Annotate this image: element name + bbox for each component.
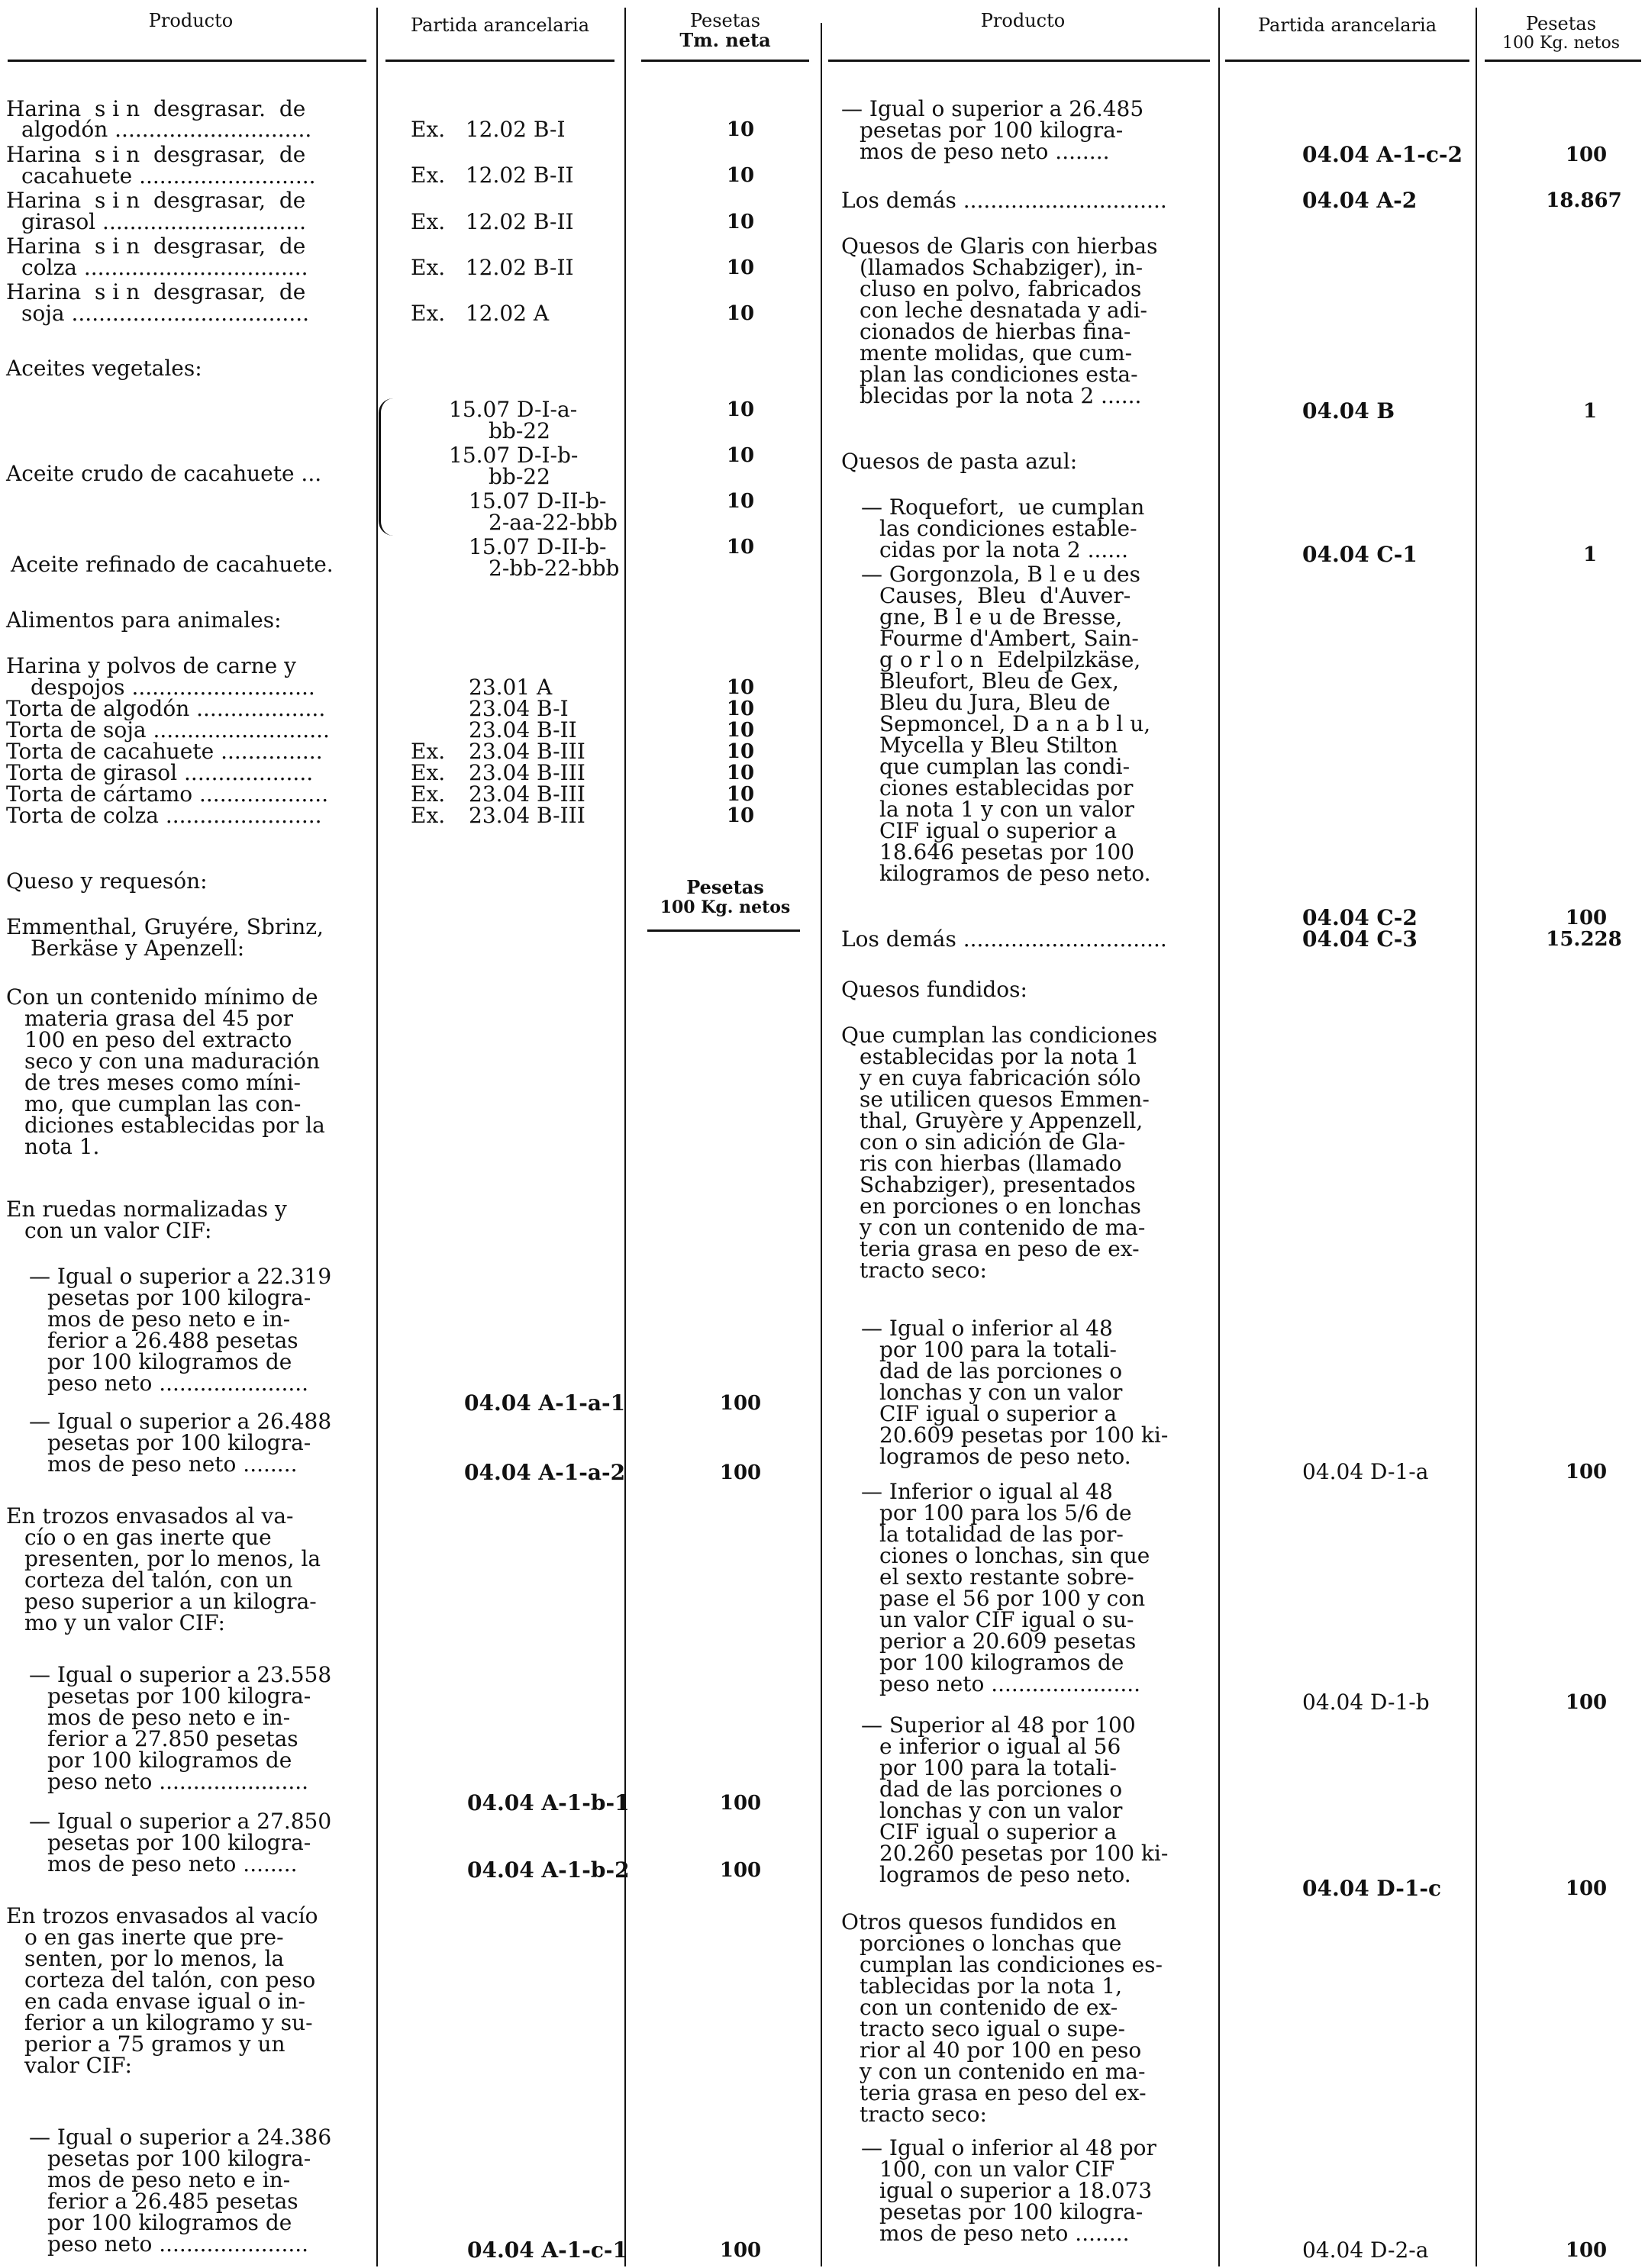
text-line: — Roquefort, ue cumplan (861, 495, 1145, 520)
product-line: Harina s i n desgrasar. de (6, 96, 306, 121)
text-line: ciones establecidas por (879, 775, 1134, 801)
product-line: Los demás .............................. (841, 926, 1167, 952)
text-line: tracto seco igual o supe- (860, 2016, 1125, 2041)
subheader-rule (647, 929, 800, 932)
text-line: rior al 40 por 100 en peso (860, 2038, 1142, 2063)
text-line: — Igual o superior a 27.850 (29, 1809, 332, 1834)
text-line: establecidas por la nota 1 (860, 1044, 1140, 1069)
tariff-code: bb-22 (489, 418, 550, 443)
text-line: — Igual o superior a 26.485 (841, 96, 1144, 121)
tariff-prefix: Ex. (411, 803, 446, 828)
product-line: despojos ........................... (31, 675, 315, 700)
text-line: la nota 1 y con un valor (879, 797, 1134, 822)
text-line: En ruedas normalizadas y (6, 1197, 287, 1222)
tariff-code: 04.04 A-1-a-1 (464, 1390, 626, 1416)
text-line: logramos de peso neto. (879, 1862, 1131, 1887)
text-line: mos de peso neto ........ (47, 1851, 298, 1877)
text-line: teria grasa en peso del ex- (860, 2080, 1147, 2105)
tariff-code: 2-bb-22-bbb (489, 556, 620, 581)
tariff-code: 04.04 A-1-c-1 (467, 2237, 628, 2263)
text-line: Con un contenido mínimo de (6, 984, 318, 1010)
text-line: e inferior o igual al 56 (879, 1734, 1121, 1759)
text-line: por 100 kilogramos de (879, 1650, 1124, 1675)
header-rule (1225, 60, 1469, 62)
text-line: ris con hierbas (llamado (860, 1151, 1122, 1176)
text-line: por 100 kilogramos de (47, 1748, 292, 1773)
text-line: mo, que cumplan las con- (24, 1091, 302, 1116)
tariff-code: 04.04 C-3 (1302, 926, 1418, 952)
value-cell: 10 (726, 444, 755, 467)
product-line: Torta de girasol ................... (6, 760, 314, 785)
text-line: cidas por la nota 2 ...... (879, 537, 1128, 562)
tariff-code: 15.07 D-II-b- (469, 534, 607, 559)
tariff-code: 04.04 D-1-b (1302, 1690, 1430, 1715)
product-line: Emmenthal, Gruyére, Sbrinz, (6, 914, 324, 939)
text-line: mos de peso neto ........ (879, 2221, 1130, 2246)
section-title: Alimentos para animales: (6, 607, 282, 633)
text-line: dad de las porciones o (879, 1777, 1123, 1802)
tariff-code: 04.04 A-2 (1302, 188, 1418, 213)
text-line: por 100 kilogramos de (47, 2210, 292, 2235)
header-100kg: 100 Kg. netos (1501, 34, 1621, 53)
text-line: peso neto ...................... (879, 1671, 1141, 1696)
tariff-code: 04.04 A-1-c-2 (1302, 142, 1463, 167)
value-cell: 10 (726, 256, 755, 279)
section-title: Aceites vegetales: (6, 356, 202, 381)
tariff-code: 04.04 C-1 (1302, 542, 1418, 567)
section-title: Quesos de pasta azul: (841, 449, 1078, 474)
text-line: igual o superior a 18.073 (879, 2178, 1153, 2203)
header-rule (1485, 60, 1641, 62)
header-pesetas-label: Pesetas (1525, 13, 1597, 34)
text-line: con un valor CIF: (24, 1218, 212, 1243)
tariff-code: 04.04 A-1-a-2 (464, 1460, 626, 1485)
value-cell: 100 (1565, 907, 1608, 929)
product-line: Harina y polvos de carne y (6, 653, 296, 678)
text-line: las condiciones estable- (879, 516, 1137, 541)
text-line: gne, B l e u de Bresse, (879, 604, 1123, 630)
text-line: pesetas por 100 kilogra- (879, 2199, 1143, 2225)
text-line: diciones establecidas por la (24, 1113, 325, 1138)
value-cell: 100 (1565, 1877, 1608, 1900)
text-line: cío o en gas inerte que (24, 1525, 272, 1550)
text-line: peso neto ...................... (47, 2231, 309, 2257)
product-line: colza ................................. (21, 255, 308, 280)
tariff-code: 04.04 A-1-b-1 (467, 1790, 630, 1815)
value-cell: 10 (726, 490, 755, 513)
tariff-code: 23.04 B-III (469, 760, 585, 785)
product-line: girasol .............................. (21, 209, 307, 234)
value-cell: 10 (726, 398, 755, 421)
value-cell: 100 (719, 1859, 762, 1882)
text-line: un valor CIF igual o su- (879, 1607, 1134, 1632)
text-line: Bleufort, Bleu de Gex, (879, 668, 1119, 694)
text-line: Mycella y Bleu Stilton (879, 733, 1118, 758)
value-cell: 10 (726, 740, 755, 763)
text-line: En trozos envasados al va- (6, 1503, 294, 1529)
tariff-code: 04.04 D-1-a (1302, 1459, 1429, 1484)
tariff-code: 15.07 D-II-b- (469, 488, 607, 514)
text-line: cumplan las condiciones es- (860, 1952, 1163, 1977)
text-line: ciones o lonchas, sin que (879, 1543, 1150, 1568)
product-line: Harina s i n desgrasar, de (6, 279, 306, 304)
tariff-code: Ex. 12.02 A (411, 301, 550, 326)
text-line: kilogramos de peso neto. (879, 861, 1151, 886)
section-title: Quesos fundidos: (841, 977, 1027, 1002)
subheader-100kg: 100 Kg. netos (660, 897, 791, 917)
product-line: Aceite refinado de cacahuete. (11, 552, 334, 577)
header-rule (8, 60, 366, 62)
text-line: Bleu du Jura, Bleu de (879, 690, 1111, 715)
text-line: logramos de peso neto. (879, 1444, 1131, 1469)
text-line: dad de las porciones o (879, 1358, 1123, 1384)
text-line: g o r l o n Edelpilzkäse, (879, 647, 1141, 672)
text-line: perior a 20.609 pesetas (879, 1629, 1137, 1654)
header-pesetas-label: Pesetas (689, 10, 761, 31)
text-line: lonchas y con un valor (879, 1380, 1123, 1405)
text-line: peso superior a un kilogra- (24, 1589, 317, 1614)
tariff-code: 04.04 D-2-a (1302, 2237, 1429, 2263)
text-line: ferior a 26.488 pesetas (47, 1328, 298, 1353)
text-line: valor CIF: (24, 2053, 132, 2078)
tariff-code: 04.04 C-2 (1302, 905, 1418, 930)
text-line: que cumplan las condi- (879, 754, 1131, 779)
text-line: pesetas por 100 kilogra- (47, 2146, 311, 2171)
text-line: Causes, Bleu d'Auver- (879, 583, 1131, 608)
product-line: algodón ............................. (21, 117, 312, 142)
value-cell: 10 (726, 719, 755, 742)
tariff-code: bb-22 (489, 464, 550, 489)
text-line: por 100 kilogramos de (47, 1349, 292, 1374)
text-line: — Igual o superior a 26.488 (29, 1409, 332, 1434)
value-cell: 100 (719, 1792, 762, 1815)
text-line: 20.609 pesetas por 100 ki- (879, 1422, 1169, 1448)
value-cell: 100 (719, 1392, 762, 1415)
text-line: y en cuya fabricación sólo (860, 1065, 1141, 1091)
text-line: por 100 para la totali- (879, 1337, 1117, 1362)
text-line: pesetas por 100 kilogra- (47, 1430, 311, 1455)
tariff-code: 04.04 A-1-b-2 (467, 1857, 630, 1883)
text-line: por 100 para la totali- (879, 1755, 1117, 1780)
header-partida-right: Partida arancelaria (1257, 14, 1437, 36)
text-line: lonchas y con un valor (879, 1798, 1123, 1823)
tariff-code: 23.04 B-III (469, 803, 585, 828)
value-cell: 10 (726, 783, 755, 806)
value-cell: 10 (726, 164, 755, 187)
text-line: plan las condiciones esta- (860, 362, 1138, 387)
value-cell: 100 (1565, 2239, 1608, 2262)
text-line: nota 1. (24, 1134, 100, 1159)
tariff-code: 23.04 B-III (469, 739, 585, 764)
text-line: — Inferior o igual al 48 (861, 1479, 1113, 1504)
product-line: Harina s i n desgrasar, de (6, 188, 306, 213)
value-cell: 10 (726, 697, 755, 720)
tariff-code: 04.04 B (1302, 398, 1395, 424)
value-cell: 100 (1565, 143, 1608, 166)
tariff-prefix: Ex. (411, 760, 446, 785)
value-cell: 1 (1582, 543, 1598, 566)
column-rule (1476, 8, 1477, 2266)
text-line: CIF igual o superior a (879, 1401, 1118, 1426)
text-line: se utilicen quesos Emmen- (860, 1087, 1150, 1112)
value-cell: 10 (726, 804, 755, 827)
text-line: Que cumplan las condiciones (841, 1023, 1158, 1048)
text-line: — Igual o inferior al 48 por (861, 2135, 1156, 2160)
text-line: — Igual o superior a 22.319 (29, 1264, 332, 1289)
tariff-code: 23.04 B-I (469, 696, 569, 721)
tariff-prefix: Ex. (411, 739, 446, 764)
header-tm-neta: Tm. neta (679, 29, 771, 51)
text-line: y con un contenido en ma- (860, 2059, 1146, 2084)
value-cell: 10 (726, 536, 755, 559)
product-line: Berkäse y Apenzell: (31, 936, 245, 961)
text-line: porciones o lonchas que (860, 1931, 1122, 1956)
text-line: seco y con una maduración (24, 1049, 321, 1074)
value-cell: 10 (726, 676, 755, 699)
text-line: pesetas por 100 kilogra- (860, 118, 1124, 143)
tariff-code: 23.04 B-III (469, 781, 585, 807)
text-line: tracto seco: (860, 2102, 987, 2127)
text-line: — Igual o superior a 23.558 (29, 1662, 332, 1687)
product-line: Harina s i n desgrasar, de (6, 142, 306, 167)
text-line: perior a 75 gramos y un (24, 2031, 285, 2057)
text-line: Sepmoncel, D a n a b l u, (879, 711, 1151, 736)
tariff-code: Ex. 12.02 B-I (411, 117, 566, 142)
value-cell: 10 (726, 118, 755, 141)
header-partida: Partida arancelaria (410, 14, 590, 36)
value-cell: 15.228 (1546, 928, 1622, 951)
tariff-prefix: Ex. (411, 781, 446, 807)
subheader-pesetas (634, 878, 817, 917)
text-line: mos de peso neto e in- (47, 1306, 291, 1332)
text-line: Fourme d'Ambert, Sain- (879, 626, 1139, 651)
header-rule (828, 60, 1210, 62)
value-cell: 100 (1565, 1691, 1608, 1714)
product-line: Torta de colza ....................... (6, 803, 322, 828)
text-line: blecidas por la nota 2 ...... (860, 383, 1142, 408)
text-line: ferior a 26.485 pesetas (47, 2189, 298, 2214)
text-line: mos de peso neto e in- (47, 2167, 291, 2192)
section-title: Queso y requesón: (6, 868, 208, 894)
product-line: cacahuete .......................... (21, 163, 316, 188)
text-line: con o sin adición de Gla- (860, 1129, 1126, 1155)
text-line: mos de peso neto e in- (47, 1705, 291, 1730)
header-producto-right: Producto (980, 10, 1066, 31)
tariff-code: Ex. 12.02 B-II (411, 163, 574, 188)
text-line: en cada envase igual o in- (24, 1989, 306, 2014)
text-line: con un contenido de ex- (860, 1995, 1118, 2020)
brace (379, 398, 393, 536)
text-line: por 100 para los 5/6 de (879, 1500, 1132, 1525)
value-cell: 10 (726, 211, 755, 234)
text-line: 18.646 pesetas por 100 (879, 839, 1135, 865)
text-line: Otros quesos fundidos en (841, 1909, 1117, 1935)
text-line: teria grasa en peso de ex- (860, 1236, 1140, 1261)
product-line: Torta de cacahuete ............... (6, 739, 323, 764)
text-line: CIF igual o superior a (879, 1819, 1118, 1844)
text-line: pesetas por 100 kilogra- (47, 1285, 311, 1310)
product-line: Torta de soja .......................... (6, 717, 330, 743)
header-pesetas-tm (634, 11, 817, 50)
product-line: Torta de algodón ................... (6, 696, 326, 721)
text-line: mente molidas, que cum- (860, 340, 1133, 366)
value-cell: 100 (719, 2239, 762, 2262)
text-line: ferior a un kilogramo y su- (24, 2010, 313, 2035)
header-producto: Producto (148, 10, 234, 31)
text-line: mos de peso neto ........ (860, 139, 1110, 164)
header-rule (385, 60, 614, 62)
text-line: tracto seco: (860, 1258, 987, 1283)
text-line: corteza del talón, con peso (24, 1967, 316, 1993)
text-line: mos de peso neto ........ (47, 1451, 298, 1477)
text-line: corteza del talón, con un (24, 1567, 293, 1593)
text-line: — Igual o inferior al 48 (861, 1316, 1113, 1341)
tariff-code: 04.04 D-1-c (1302, 1876, 1441, 1901)
text-line: Quesos de Glaris con hierbas (841, 234, 1158, 259)
product-line: Aceite crudo de cacahuete ... (6, 461, 322, 486)
header-pesetas-100 (1481, 14, 1641, 53)
text-line: y con un contenido de ma- (860, 1215, 1146, 1240)
tariff-code: 23.04 B-II (469, 717, 577, 743)
tariff-code: Ex. 12.02 B-II (411, 209, 574, 234)
value-cell: 10 (726, 302, 755, 325)
text-line: — Superior al 48 por 100 (861, 1712, 1136, 1738)
text-line: thal, Gruyère y Appenzell, (860, 1108, 1143, 1133)
text-line: 100, con un valor CIF (879, 2157, 1115, 2182)
text-line: senten, por lo menos, la (24, 1946, 285, 1971)
tariff-code: Ex. 12.02 B-II (411, 255, 574, 280)
tariff-code: 15.07 D-I-a- (449, 397, 578, 422)
text-line: En trozos envasados al vacío (6, 1903, 318, 1928)
text-line: materia grasa del 45 por (24, 1006, 294, 1031)
text-line: presenten, por lo menos, la (24, 1546, 321, 1571)
text-line: la totalidad de las por- (879, 1522, 1124, 1547)
text-line: peso neto ...................... (47, 1371, 309, 1396)
text-line: en porciones o en lonchas (860, 1194, 1141, 1219)
text-line: — Gorgonzola, B l e u des (861, 562, 1140, 587)
tariff-code: 2-aa-22-bbb (489, 510, 618, 535)
text-line: — Igual o superior a 24.386 (29, 2125, 332, 2150)
product-line: soja ................................... (21, 301, 310, 326)
product-line: Los demás .............................. (841, 188, 1167, 213)
text-line: con leche desnatada y adi- (860, 298, 1147, 323)
value-cell: 1 (1582, 400, 1598, 423)
tariff-code: 23.01 A (469, 675, 553, 700)
text-line: cionados de hierbas fina- (860, 319, 1131, 344)
text-line: ferior a 27.850 pesetas (47, 1726, 298, 1751)
subheader-pesetas-label: Pesetas (686, 876, 764, 898)
text-line: Schabziger), presentados (860, 1172, 1136, 1197)
product-line: Torta de cártamo ................... (6, 781, 329, 807)
column-rule (1218, 8, 1220, 2266)
value-cell: 18.867 (1546, 189, 1622, 212)
text-line: cluso en polvo, fabricados (860, 276, 1142, 301)
column-rule (821, 23, 822, 2266)
text-line: pase el 56 por 100 y con (879, 1586, 1146, 1611)
text-line: 100 en peso del extracto (24, 1027, 292, 1052)
text-line: pesetas por 100 kilogra- (47, 1830, 311, 1855)
text-line: (llamados Schabziger), in- (860, 255, 1143, 280)
text-line: el sexto restante sobre- (879, 1564, 1134, 1590)
text-line: pesetas por 100 kilogra- (47, 1683, 311, 1709)
text-line: tablecidas por la nota 1, (860, 1973, 1122, 1999)
value-cell: 100 (719, 1461, 762, 1484)
text-line: de tres meses como míni- (24, 1070, 302, 1095)
header-rule (641, 60, 809, 62)
text-line: 20.260 pesetas por 100 ki- (879, 1841, 1169, 1866)
text-line: mo y un valor CIF: (24, 1610, 225, 1635)
text-line: peso neto ...................... (47, 1769, 309, 1794)
text-line: o en gas inerte que pre- (24, 1925, 284, 1950)
column-rule (624, 8, 626, 2266)
value-cell: 10 (726, 762, 755, 784)
text-line: CIF igual o superior a (879, 818, 1118, 843)
product-line: Harina s i n desgrasar, de (6, 234, 306, 259)
value-cell: 100 (1565, 1461, 1608, 1484)
tariff-code: 15.07 D-I-b- (449, 443, 579, 468)
column-rule (376, 8, 378, 2266)
